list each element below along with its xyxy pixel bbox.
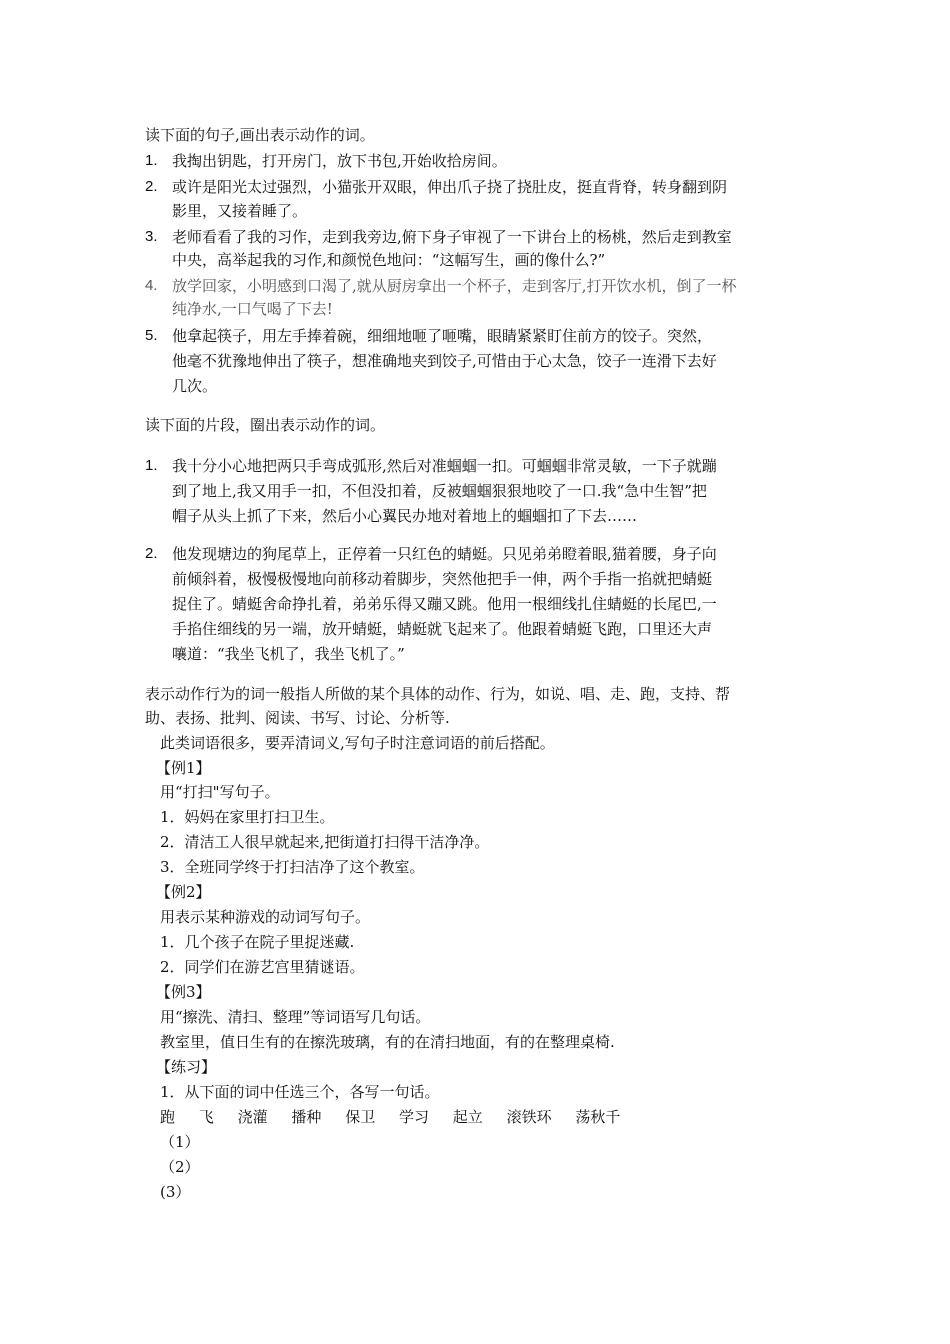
example1-sentence1: 1．妈妈在家里打扫卫生。: [160, 808, 335, 826]
section1-item2-line2: 影里，又接着睡了。: [172, 202, 308, 220]
section1-item1-number: 1.: [145, 152, 158, 169]
practice-word: 飞: [198, 1108, 214, 1126]
example1-prompt: 用“打扫"写句子。: [160, 783, 280, 801]
practice-blank-1: （1）: [160, 1133, 200, 1151]
section2-item2-line5: 嚷道：“我坐飞机了，我坐飞机了。”: [172, 645, 405, 663]
section1-item5-line1: 他拿起筷子，用左手捧着碗，细细地咂了咂嘴，眼睛紧紧盯住前方的饺子。突然，: [172, 327, 713, 345]
practice-word: 学习: [398, 1108, 429, 1126]
section2-heading: 读下面的片段，圈出表示动作的词。: [145, 416, 386, 434]
example3-label: 【例3】: [156, 983, 211, 1001]
practice-word: 起立: [452, 1108, 483, 1126]
practice-word: 播种: [291, 1108, 322, 1126]
section1-item5-line3: 几次。: [172, 377, 218, 395]
example2-label: 【例2】: [156, 883, 211, 901]
section1-item3-line2: 中央，高举起我的习作,和颜悦色地问：“这幅写生，画的像什么?”: [172, 251, 606, 269]
section1-item5-line2: 他毫不犹豫地伸出了筷子，想准确地夹到饺子,可惜由于心太急，饺子一连滑下去好: [172, 352, 717, 370]
practice-label: 【练习】: [156, 1058, 217, 1076]
practice-blank-2: （2）: [160, 1158, 200, 1176]
section1-item4-line1: 放学回家，小明感到口渴了,就从厨房拿出一个杯子，走到客厅,打开饮水机，倒了一杯: [172, 277, 737, 295]
practice-instruction: 1．从下面的词中任选三个，各写一句话。: [160, 1083, 440, 1101]
section2-item2-line4: 手掐住细线的另一端，放开蜻蜓，蜻蜓就飞起来了。他跟着蜻蜓飞跑，口里还大声: [172, 620, 713, 638]
example2-sentence2: 2．同学们在游艺宫里猜谜语。: [160, 958, 365, 976]
practice-word: 跑: [160, 1108, 176, 1126]
practice-word: 荡秋千: [575, 1108, 621, 1126]
section1-heading: 读下面的句子,画出表示动作的词。: [145, 126, 375, 144]
section2-item1-line1: 我十分小心地把两只手弯成弧形,然后对准蝈蝈一扣。可蝈蝈非常灵敏，一下子就蹦: [172, 457, 717, 475]
explanation-note: 此类词语很多，要弄清词义,写句子时注意词语的前后搭配。: [160, 734, 555, 752]
section1-item2-line1: 或许是阳光太过强烈，小猫张开双眼，伸出爪子挠了挠肚皮，挺直背脊，转身翻到阴: [172, 178, 728, 196]
practice-word: 滚铁环: [506, 1108, 552, 1126]
practice-blank-3: (3）: [160, 1183, 191, 1201]
example1-sentence3: 3．全班同学终于打扫洁净了这个教室。: [160, 858, 425, 876]
example3-prompt: 用“擦洗、清扫、整理”等词语写几句话。: [160, 1008, 431, 1026]
section1-item1-line1: 我掏出钥匙，打开房门，放下书包,开始收拾房间。: [172, 152, 507, 170]
section1-item3-number: 3.: [145, 228, 158, 245]
example1-sentence2: 2．清洁工人很早就起来,把街道打扫得干洁净净。: [160, 833, 490, 851]
section2-item2-line1: 他发现塘边的狗尾草上，正停着一只红色的蜻蜓。只见弟弟瞪着眼,猫着腰，身子向: [172, 545, 717, 563]
example2-sentence1: 1．几个孩子在院子里捉迷藏.: [160, 933, 355, 951]
example3-sentence1: 教室里，值日生有的在擦洗玻璃，有的在清扫地面，有的在整理桌椅.: [160, 1033, 615, 1051]
section1-item4-number: 4.: [145, 277, 158, 294]
section2-item2-line2: 前倾斜着，极慢极慢地向前移动着脚步，突然他把手一伸，两个手指一掐就把蜻蜓: [172, 570, 713, 588]
explanation-line2: 助、表扬、批判、阅读、书写、讨论、分析等.: [145, 709, 450, 727]
practice-word: 浇灌: [237, 1108, 268, 1126]
section1-item3-line1: 老师看看了我的习作，走到我旁边,俯下身子审视了一下讲台上的杨桃，然后走到教室: [172, 228, 732, 246]
section1-item4-line2: 纯净水,一口气喝了下去!: [172, 300, 333, 318]
section2-item2-line3: 捉住了。蜻蜓舍命挣扎着，弟弟乐得又蹦又跳。他用一根细线扎住蜻蜓的长尾巴,一: [172, 595, 717, 613]
example2-prompt: 用表示某种游戏的动词写句子。: [160, 908, 371, 926]
section1-item2-number: 2.: [145, 178, 158, 195]
explanation-line1: 表示动作行为的词一般指人所做的某个具体的动作、行为，如说、唱、走、跑，支持、帮: [145, 685, 731, 703]
practice-word: 保卫: [345, 1108, 376, 1126]
section2-item1-line3: 帽子从头上抓了下来，然后小心翼民办地对着地上的蝈蝈扣了下去……: [172, 507, 638, 525]
section2-item1-line2: 到了地上,我又用手一扣，不但没扣着，反被蝈蝈狠狠地咬了一口.我“急中生智”把: [172, 482, 707, 500]
practice-word-list: [160, 1107, 639, 1127]
section1-item5-number: 5.: [145, 327, 158, 344]
example1-label: 【例1】: [156, 759, 211, 777]
section2-item2-number: 2.: [145, 545, 158, 562]
section2-item1-number: 1.: [145, 457, 158, 474]
